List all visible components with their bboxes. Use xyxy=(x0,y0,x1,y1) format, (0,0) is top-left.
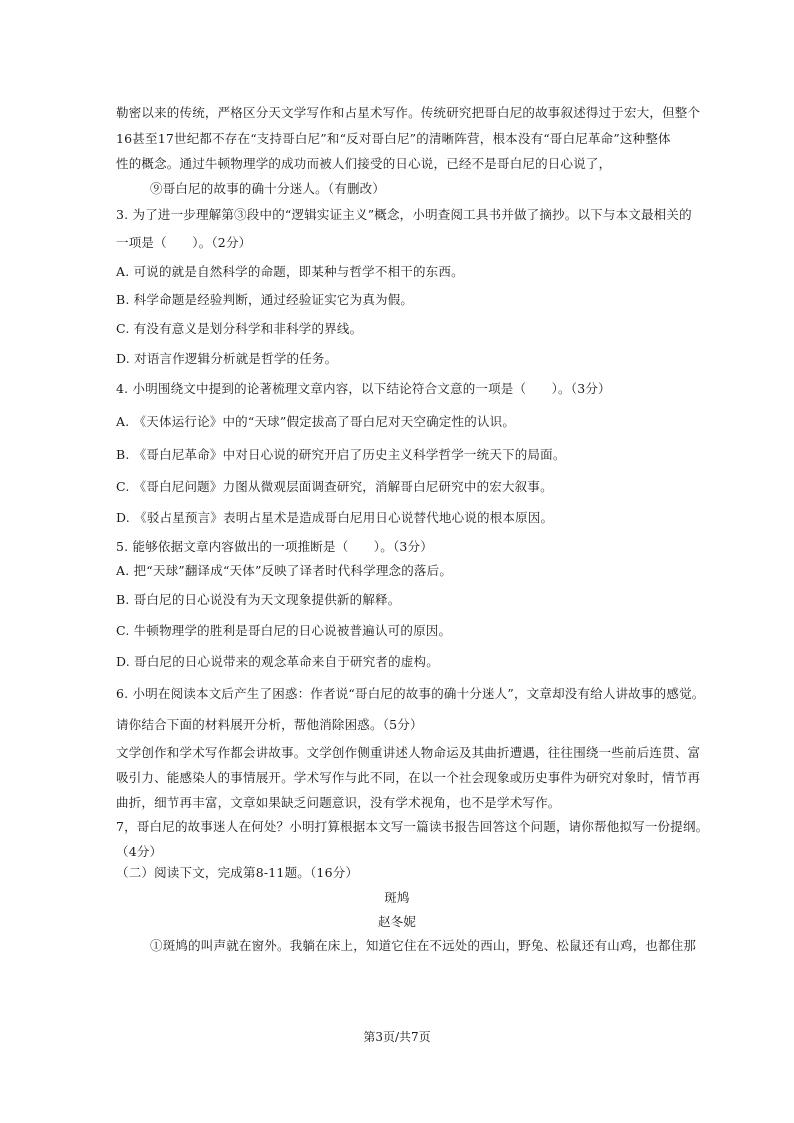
section-2-heading: （二）阅读下文，完成第8-11题。（16分） xyxy=(116,865,359,880)
question-4-option-d: D. 《驳占星预言》表明占星术是造成哥白尼用日心说替代地心说的根本原因。 xyxy=(116,510,554,525)
page-footer: 第3页/共7页 xyxy=(363,1030,431,1044)
question-3-stem-line-2: 一项是（ ）。（2分） xyxy=(116,235,252,250)
question-5-stem: 5. 能够依据文章内容做出的一项推断是（ ）。（3分） xyxy=(116,539,433,554)
question-6-material-line-2: 吸引力、能感染人的事情展开。学术写作与此不同，在以一个社会现象或历史事件为研究对象时，情节再 xyxy=(116,770,701,785)
question-3-option-c: C. 有没有意义是划分科学和非科学的界线。 xyxy=(116,321,363,336)
question-3-option-b: B. 科学命题是经验判断，通过经验证实它为真为假。 xyxy=(116,292,414,307)
question-4-option-b: B. 《哥白尼革命》中对日心说的研究开启了历史主义科学哲学一统天下的局面。 xyxy=(116,447,566,462)
paragraph-9: ⑨哥白尼的故事的确十分迷人。（有删改） xyxy=(150,181,386,196)
question-6-stem-line-1: 6. 小明在阅读本文后产生了困惑：作者说“哥白尼的故事的确十分迷人”，文章却没有给人讲故事的感觉。 xyxy=(116,686,705,701)
question-5-option-c: C. 牛顿物理学的胜利是哥白尼的日心说被普遍认可的原因。 xyxy=(116,623,452,638)
question-6-material-line-3: 曲折，细节再丰富，文章如果缺乏问题意识，没有学术视角，也不是学术写作。 xyxy=(116,795,561,810)
question-6-material-line-1: 文学创作和学术写作都会讲故事。文学创作侧重讲述人物命运及其曲折遭遇，往往围绕一些前后连贯、富 xyxy=(116,745,701,760)
question-4-stem: 4. 小明围绕文中提到的论著梳理文章内容，以下结论符合文意的一项是（ ）。（3分） xyxy=(116,381,611,396)
article-paragraph-1: ①斑鸠的叫声就在窗外。我躺在床上，知道它住在不远处的西山，野兔、松鼠还有山鸡，也都住那 xyxy=(150,938,697,953)
passage-line-2: 16甚至17世纪都不存在“支持哥白尼”和“反对哥白尼”的清晰阵营，根本没有“哥白尼革命”这种整体 xyxy=(116,131,671,146)
question-3-option-a: A. 可说的就是自然科学的命题，即某种与哲学不相干的东西。 xyxy=(116,264,464,279)
question-6-stem-line-2: 请你结合下面的材料展开分析，帮他消除困惑。（5分） xyxy=(116,717,423,732)
question-4-option-a: A. 《天体运行论》中的“天球”假定拔高了哥白尼对天空确定性的认识。 xyxy=(116,414,516,429)
article-title: 斑鸠 xyxy=(384,890,410,905)
question-4-option-c: C. 《哥白尼问题》力图从微观层面调查研究，消解哥白尼研究中的宏大叙事。 xyxy=(116,479,553,494)
question-5-option-d: D. 哥白尼的日心说带来的观念革命来自于研究者的虚构。 xyxy=(116,654,439,669)
question-7-line-2: （4分） xyxy=(116,844,163,859)
question-5-option-a: A. 把“天球”翻译成“天体”反映了译者时代科学理念的落后。 xyxy=(116,563,453,578)
question-3-option-d: D. 对语言作逻辑分析就是哲学的任务。 xyxy=(116,351,338,366)
article-author: 赵冬妮 xyxy=(377,914,417,929)
passage-line-1: 勒密以来的传统，严格区分天文学写作和占星术写作。传统研究把哥白尼的故事叙述得过于宏大，但整个 xyxy=(116,105,701,120)
question-5-option-b: B. 哥白尼的日心说没有为天文现象提供新的解释。 xyxy=(116,592,401,607)
passage-line-3: 性的概念。通过牛顿物理学的成功而被人们接受的日心说，已经不是哥白尼的日心说了， xyxy=(116,156,612,171)
question-7-line-1: 7，哥白尼的故事迷人在何处？小明打算根据本文写一篇读书报告回答这个问题，请你帮他拟写一份提纲。 xyxy=(116,819,709,834)
question-3-stem-line-1: 3. 为了进一步理解第③段中的“逻辑实证主义”概念，小明查阅工具书并做了摘抄。以下与本文最相关的 xyxy=(116,207,692,222)
